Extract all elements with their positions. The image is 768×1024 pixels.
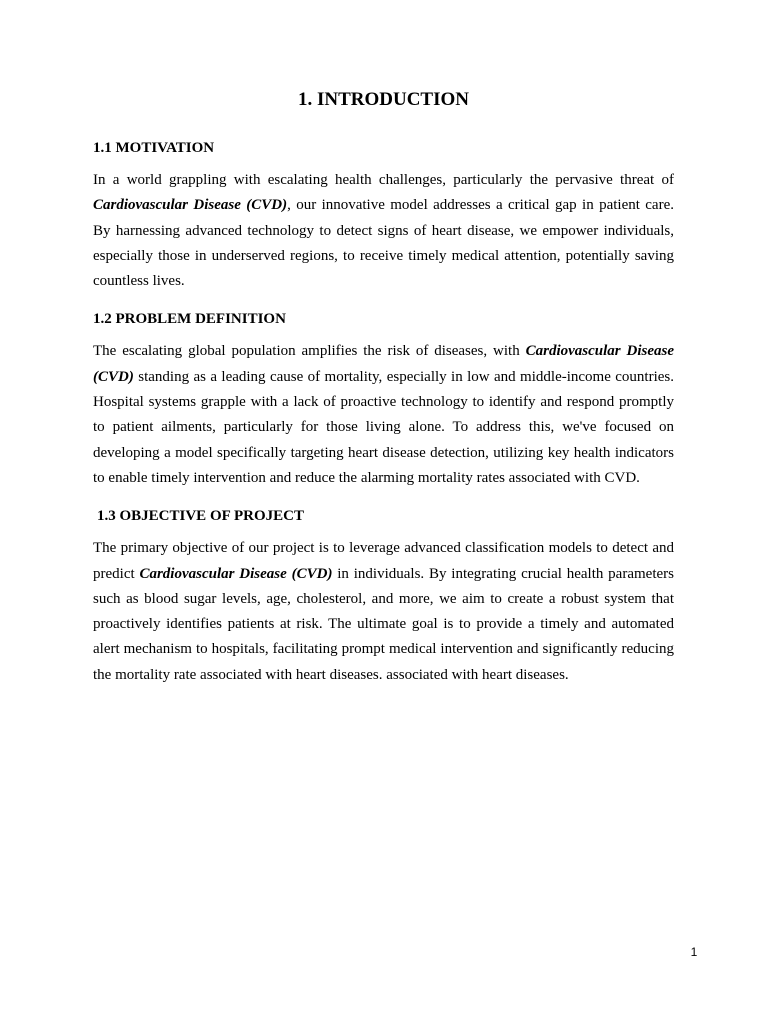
section-motivation [93, 138, 674, 294]
section-paragraph [93, 339, 674, 491]
section-heading: 1.2 PROBLEM DEFINITION [93, 311, 286, 328]
section-heading: 1.3 OBJECTIVE OF PROJECT [97, 508, 304, 525]
section-paragraph [93, 168, 674, 294]
paragraph-text: standing as a leading cause of mortality, especially in low and middle-income countries. Hospital systems grapple with a lack of proactive technology to identify and respond promptly to patient ailments, particularly for those living alone. To address this, we've focused on developing a model specifically targeting heart disease detection, utilizing key health indicators to enable timely intervention and reduce the alarming mortality rates associated with CVD. [93, 368, 674, 486]
emphasis-text: Cardiovascular Disease (CVD) [93, 197, 288, 214]
section-heading: 1.1 MOTIVATION [93, 140, 215, 156]
emphasis-text: Cardiovascular Disease (CVD) [93, 343, 675, 385]
paragraph-text: The primary objective of our project is to leverage advanced classification models to detect and predict [93, 540, 674, 582]
paragraph-text: The escalating global population amplifies the risk of diseases, with [93, 343, 526, 360]
section-problem-definition [93, 309, 674, 491]
page-number: 1 [690, 945, 698, 959]
paragraph-text: in individuals. By integrating crucial health parameters such as blood sugar levels, age, cholesterol, and more, we aim to create a robust system that proactively identifies patients at risk. The ultimate goal is to provide a timely and automated alert mechanism to hospitals, facilitating prompt medical intervention and significantly reducing the mortality rate associated with heart diseases. associated with heart diseases. [93, 565, 674, 683]
emphasis-text: Cardiovascular Disease (CVD) [139, 565, 333, 582]
section-paragraph [93, 536, 674, 688]
section-objective [93, 506, 674, 688]
paragraph-text: , our innovative model addresses a critical gap in patient care. By harnessing advanced technology to detect signs of heart disease, we empower individuals, especially those in underserved regions, to receive timely medical attention, potentially saving countless lives. [93, 197, 674, 290]
paragraph-text: In a world grappling with escalating health challenges, particularly the pervasive threat of [93, 172, 674, 188]
page-title: 1. INTRODUCTION [297, 89, 470, 110]
document-page [93, 86, 674, 703]
